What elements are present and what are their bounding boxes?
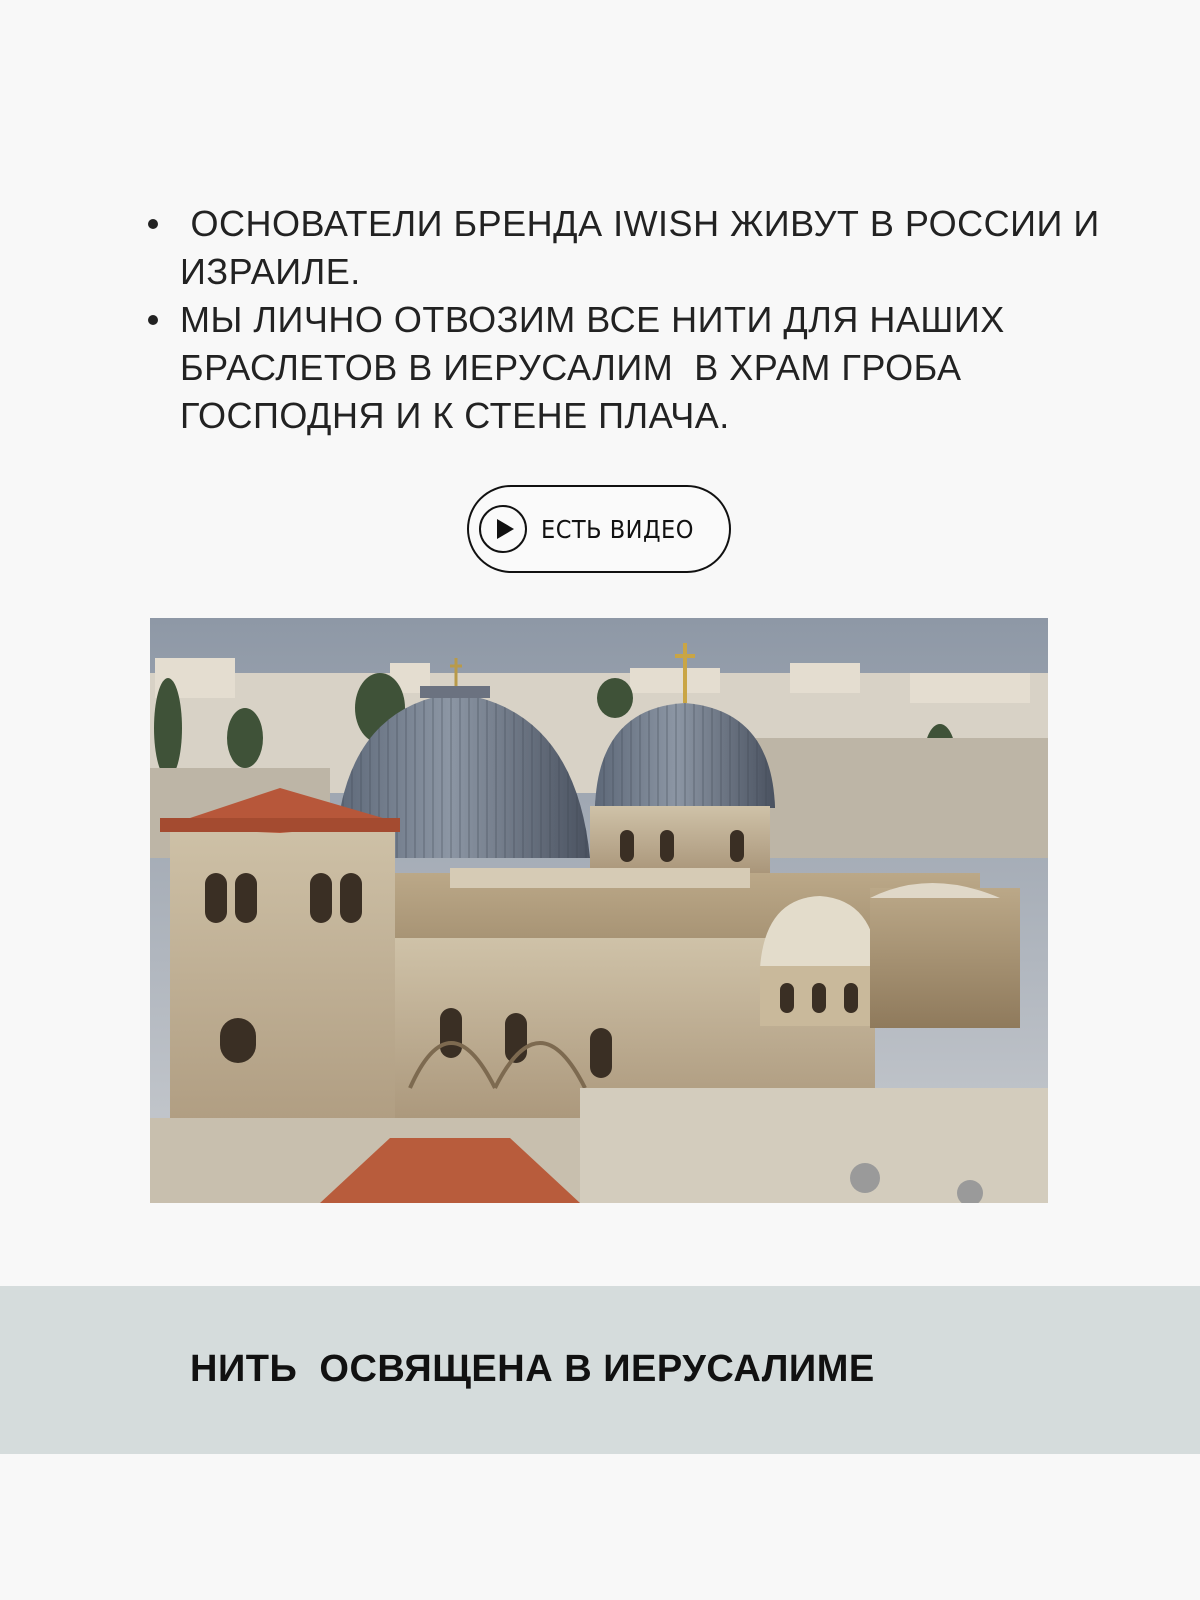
- bullet-item-threads: [140, 296, 1140, 440]
- banner-title: НИТЬ ОСВЯЩЕНА В ИЕРУСАЛИМЕ: [190, 1348, 875, 1390]
- bullet-dot-icon: [148, 315, 158, 325]
- church-of-holy-sepulchre-photo: [150, 618, 1048, 1203]
- video-button-label: ЕСТЬ ВИДЕО: [541, 514, 694, 544]
- bullet-text: МЫ ЛИЧНО ОТВОЗИМ ВСЕ НИТИ ДЛЯ НАШИХ БРАСЛЕТОВ В ИЕРУСАЛИМ В ХРАМ ГРОБА ГОСПОДНЯ И К СТЕНЕ ПЛАЧА.: [180, 299, 1016, 436]
- bullet-item-founders: [140, 200, 1140, 296]
- bullet-dot-icon: [148, 219, 158, 229]
- play-icon: [479, 505, 527, 553]
- watch-video-button[interactable]: [467, 485, 731, 573]
- bullet-text: ОСНОВАТЕЛИ БРЕНДА IWISH ЖИВУТ В РОССИИ И ИЗРАИЛЕ.: [180, 203, 1111, 292]
- info-bullet-list: [140, 200, 1140, 440]
- bottom-banner: [0, 1286, 1200, 1454]
